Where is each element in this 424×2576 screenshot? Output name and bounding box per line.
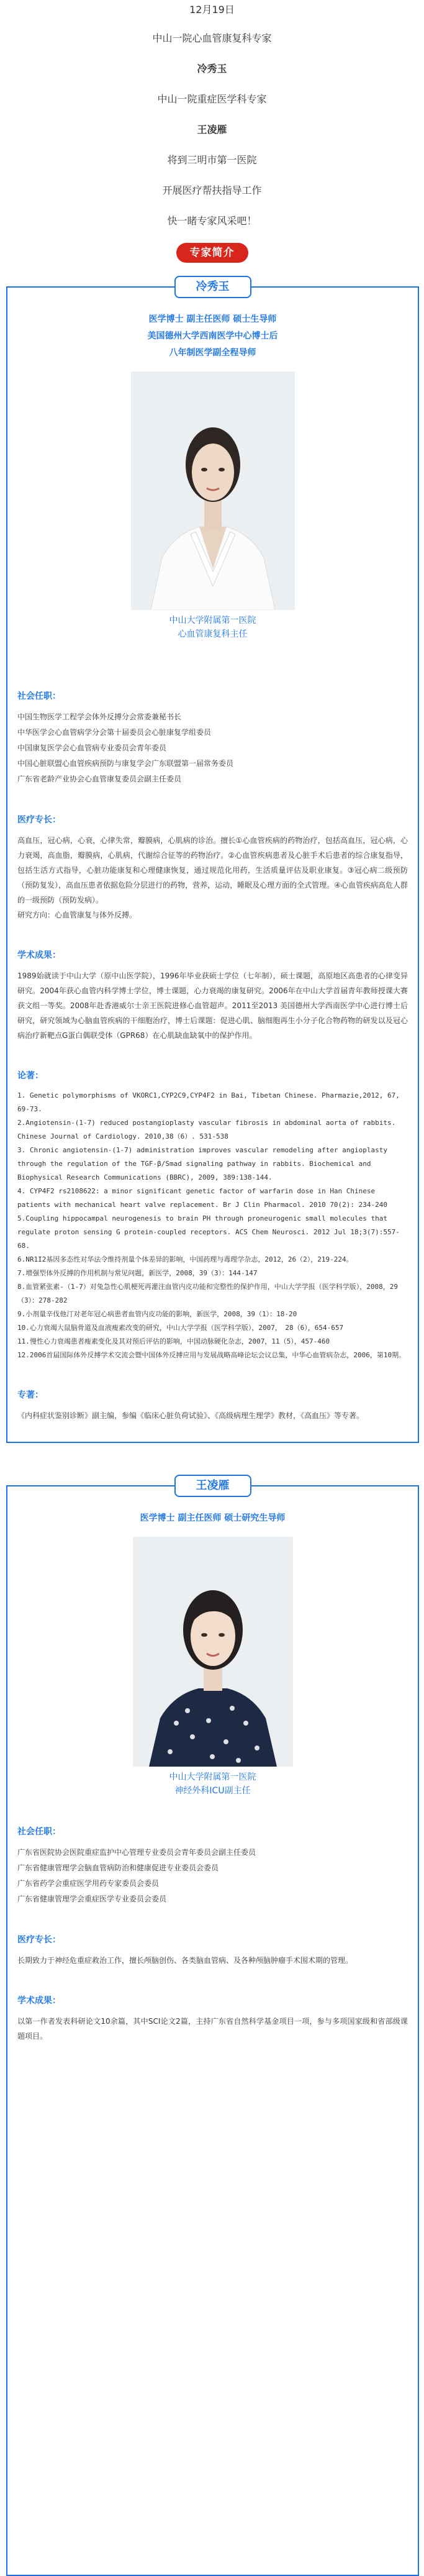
expert1-title-line: 八年制医学副全程导师 xyxy=(169,348,256,358)
expert2-caption xyxy=(17,1770,408,1798)
expert1-specialty-text: 高血压，冠心病，心衰，心律失常，瓣膜病，心肌病的诊治。擅长①心血管疾病的药物治疗，包括高血压，冠心病，心力衰竭，高血脂，瓣膜病，心肌病，代谢综合征等的药物治疗。②心血管疾病患者及心脏手术后患者的综合康复指导，包括生活方式指导，心脏功能康复和心理健康恢复，通过规范化用药，生活质量评估及职业康复。③冠心病二级预防（预防复发），高血压患者依据危险分层进行的药物，营养，运动，睡眠及心理方面的全式管理。④心血管疾病高危人群的一级预防（预防发病）。 xyxy=(17,836,408,904)
expert1-name-intro: 冷秀玉 xyxy=(197,63,227,75)
paper-item: 10.心力衰竭大鼠脑骨道及血液瘦素改变的研究，中山大学学报（医学科学版），2007， 28（6），654-657 xyxy=(17,1324,344,1332)
paper-item: 9.小剂量辛伐他汀对老年冠心病患者血管内皮功能的影响，新医学，2008，39（1）：18-20 xyxy=(17,1310,297,1318)
date-text: 12月19日 xyxy=(189,4,235,16)
list-item: 中国心脏联盟心血管疾病预防与康复学会广东联盟第一届常务委员 xyxy=(17,759,234,768)
expert2-achievements-heading: 学术成果： xyxy=(17,1996,61,2006)
list-item: 广东省健康管理学会重症医学专业委员会委员 xyxy=(17,1895,167,1903)
intro-line-3: 中山一院重症医学科专家 xyxy=(157,93,267,105)
paper-item: 6.NR1I2基因多态性对华法令维持剂量个体差异的影响，中国药理与毒理学杂志，2012，26（2），219-224。 xyxy=(17,1255,353,1263)
paper-item: 4. CYP4F2 rs2108622: a minor significant genetic factor of warfarin dose in Han Chinese patients with mechanical heart valve replacement. Br J Clin Pharmacol. 2010 70(2): 234-240 xyxy=(17,1187,388,1209)
expert2-card xyxy=(6,1479,419,2576)
expert2-caption-line: 中山大学附属第一医院 xyxy=(169,1772,256,1782)
expert2-specialty-text: 长期致力于神经危重症救治工作，擅长颅脑创伤、各类脑血管病、及各种颅脑肿瘤手术围术期的管理。 xyxy=(17,1956,353,1965)
expert1-monograph-heading: 专著： xyxy=(17,1390,43,1400)
expert1-title-line: 医学博士 副主任医师 硕士生导师 xyxy=(148,314,277,324)
paper-item: 3. Chronic angiotensin-(1-7) administration improves vascular remodeling after angioplasty through the regulation of the TGF-β/Smad signaling pathway in rabbits. Biochemical and Biophysical Research Communications (BBRC), 2009, 389:138-144. xyxy=(17,1146,388,1181)
expert2-title-line: 医学博士 副主任医师 硕士研究生导师 xyxy=(140,1513,286,1523)
list-item: 广东省药学会重症医学用药专家委员会委员 xyxy=(17,1879,160,1888)
expert1-titles xyxy=(17,311,408,362)
list-item: 广东省健康管理学会脑血管病防治和健康促进专业委员会委员 xyxy=(17,1864,219,1872)
paper-item: 1. Genetic polymorphisms of VKORC1,CYP2C9,CYP4F2 in Bai, Tibetan Chinese. Pharmazie,2012, 67, 69-73. xyxy=(17,1091,400,1113)
expert1-monograph-text: 《内科症状鉴别诊断》副主编，参编《临床心脏负荷试验》、《高级病理生理学》教材，《高血压》等专著。 xyxy=(17,1411,364,1420)
intro-line-5: 将到三明市第一医院 xyxy=(167,154,257,166)
paper-item: 12.2006首届国际体外反搏学术交流会暨中国体外反搏应用与发展战略高峰论坛会议总集，中华心血管病杂志，2006，第10期。 xyxy=(17,1351,406,1359)
expert1-social-heading: 社会任职： xyxy=(17,691,61,701)
expert2-social-list xyxy=(17,1845,408,1907)
expert1-caption xyxy=(17,614,408,641)
paper-item: 11.慢性心力衰竭患者瘦素变化及其对预后评估的影响，中国动脉硬化杂志，2007，11（5），457-460 xyxy=(17,1337,330,1345)
expert2-specialty-heading: 医疗专长： xyxy=(17,1935,61,1945)
expert1-papers-list xyxy=(17,1089,408,1362)
expert1-title-line: 美国德州大学西南医学中心博士后 xyxy=(147,331,278,341)
expert1-caption-line: 中山大学附属第一医院 xyxy=(169,616,256,626)
expert-intro-button[interactable]: 专家简介 xyxy=(176,243,248,263)
expert2-name-intro: 王凌雁 xyxy=(197,124,227,135)
intro-line-1: 中山一院心血管康复科专家 xyxy=(152,32,272,44)
list-item: 广东省医院协会医院重症监护中心管理专业委员会青年委员会副主任委员 xyxy=(17,1848,256,1857)
expert2-portrait xyxy=(133,1537,293,1767)
expert2-caption-line: 神经外科ICU副主任 xyxy=(174,1786,251,1796)
expert1-achievements-text: 1989始就读于中山大学（原中山医学院），1996年毕业获硕士学位（七年制），硕士课题，高原地区高患者的心律变异研究。2004年获心血管内科学博士学位，博士课题，心力衰竭的康复研究。2006年在中山大学首届青年教师授课大赛获文组一等奖。2008年赴香港威尔士亲王医院进修心血管超声。2011至2013 美国德州大学西南医学中心进行博士后研究，研究领域为心脑血管疾病的干细胞治疗，博士后课题：促进心肌、脑细胞再生小分子化合物药物的研发以及冠心病治疗新靶点G蛋白偶联受体（GPR68）在心肌缺血缺氧中的保护作用。 xyxy=(17,972,408,1040)
expert1-card xyxy=(6,280,419,1443)
list-item: 中国康复医学会心血管病专业委员会青年委员 xyxy=(17,744,167,752)
expert2-titles xyxy=(17,1510,408,1527)
expert1-portrait xyxy=(131,371,295,610)
list-item: 中国生物医学工程学会体外反搏分会常委兼秘书长 xyxy=(17,712,182,721)
expert1-achievements-heading: 学术成果： xyxy=(17,950,61,960)
list-item: 广东省老龄产业协会心血管康复委员会副主任委员 xyxy=(17,775,182,783)
expert2-name-tag: 王凌雁 xyxy=(174,1475,251,1497)
expert1-caption-line: 心血管康复科主任 xyxy=(178,629,248,639)
expert1-specialty-heading: 医疗专长： xyxy=(17,815,61,825)
expert1-papers-heading: 论著： xyxy=(17,1071,43,1081)
expert2-achievements-text: 以第一作者发表科研论文10余篇，其中SCI论文2篇，主持广东省自然科学基金项目一项，参与多项国家级和省部级课题项目。 xyxy=(17,2017,408,2041)
paper-item: 2.Angiotensin-(1-7) reduced postangioplasty vascular fibrosis in abdominal aorta of rabbits. Chinese Journal of Cardiology. 2010,38（6）. 531-538 xyxy=(17,1119,396,1140)
paper-item: 8.血管紧张素-（1-7）对兔急性心肌梗死再灌注血管内皮功能和完整性的保护作用，中山大学学报（医学科学版），2008，29（3）：278-282 xyxy=(17,1283,398,1304)
intro-line-6: 开展医疗帮扶指导工作 xyxy=(162,184,262,196)
expert1-social-list xyxy=(17,709,408,787)
expert1-name-tag: 冷秀玉 xyxy=(174,276,251,298)
intro-line-7: 快一睹专家风采吧！ xyxy=(167,215,257,227)
list-item: 中华医学会心血管病学分会第十届委员会心脏康复学组委员 xyxy=(17,728,212,737)
intro-section xyxy=(0,0,424,229)
expert2-social-heading: 社会任职： xyxy=(17,1827,61,1837)
paper-item: 5.Coupling hippocampal neurogenesis to brain PH through proneurogenic small molecules that regulate proton sensing G protein-coupled receptors. ACS Chem Neurosci. 2012 Jul 18;3(7):557-68. xyxy=(17,1214,400,1250)
expert1-research-direction: 研究方向：心血管康复与体外反搏。 xyxy=(17,911,137,919)
paper-item: 7.增强型体外反搏的作用机制与常见问题，新医学，2008，39（3）：144-147 xyxy=(17,1269,258,1277)
